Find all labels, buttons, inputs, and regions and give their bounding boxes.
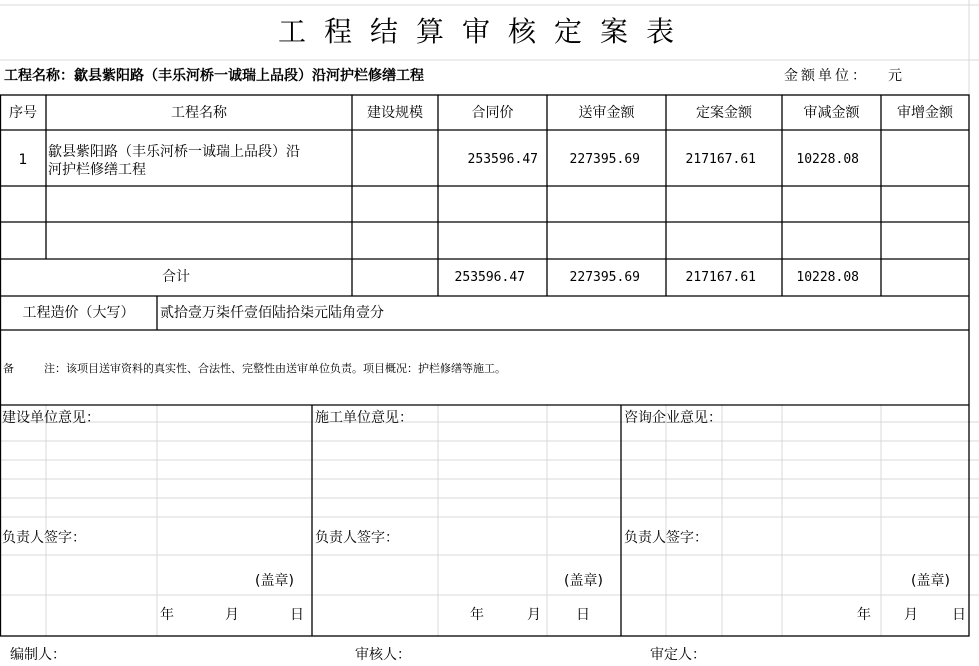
col-header-name: 工程名称 bbox=[171, 105, 227, 121]
seal-label: (盖章) bbox=[911, 573, 950, 589]
row-no: 1 bbox=[18, 152, 28, 168]
form-title: 工程结算审核定案表 bbox=[278, 15, 693, 48]
year-label: 年 bbox=[857, 607, 871, 623]
day-label: 日 bbox=[576, 607, 590, 623]
reviewer-label: 审核人： bbox=[355, 647, 411, 663]
month-label: 月 bbox=[527, 607, 541, 623]
signature-label: 负责人签字： bbox=[315, 530, 399, 546]
project-name-line: 工程名称：歙县紫阳路（丰乐河桥一诚瑞上品段）沿河护栏修缮工程 bbox=[4, 68, 424, 84]
preparer-label: 编制人： bbox=[10, 647, 66, 663]
total-submitted: 227395.69 bbox=[569, 270, 640, 285]
row-reduced: 10228.08 bbox=[796, 152, 859, 167]
col-header-submitted: 送审金额 bbox=[578, 105, 635, 121]
year-label: 年 bbox=[470, 607, 484, 623]
signature-label: 负责人签字： bbox=[2, 530, 86, 546]
month-label: 月 bbox=[904, 607, 918, 623]
row-name-line2: 河护栏修缮工程 bbox=[48, 162, 146, 178]
col-header-no: 序号 bbox=[9, 105, 37, 121]
unit-label: 金额单位： bbox=[784, 68, 869, 84]
capital-label: 工程造价（大写） bbox=[22, 305, 135, 321]
opinion-title: 施工单位意见： bbox=[315, 410, 413, 426]
year-label: 年 bbox=[160, 607, 174, 623]
note-text: 注：该项目送审资料的真实性、合法性、完整性由送审单位负责。项目概况：护栏修缮等施工。 bbox=[44, 362, 506, 375]
note-label: 备 bbox=[3, 362, 14, 375]
row-approved: 217167.61 bbox=[685, 152, 756, 167]
col-header-scale: 建设规模 bbox=[367, 105, 423, 121]
day-label: 日 bbox=[952, 607, 966, 623]
total-approved: 217167.61 bbox=[685, 270, 756, 285]
total-label: 合计 bbox=[162, 269, 190, 285]
row-contract: 253596.47 bbox=[467, 152, 538, 167]
total-contract: 253596.47 bbox=[454, 270, 525, 285]
col-header-increased: 审增金额 bbox=[897, 105, 953, 121]
opinion-title: 建设单位意见： bbox=[2, 410, 100, 426]
col-header-reduced: 审减金额 bbox=[803, 105, 860, 121]
seal-label: (盖章) bbox=[564, 573, 603, 589]
total-reduced: 10228.08 bbox=[796, 270, 859, 285]
opinion-title: 咨询企业意见： bbox=[624, 410, 722, 426]
capital-value: 贰拾壹万柒仟壹佰陆拾柒元陆角壹分 bbox=[160, 305, 384, 321]
signature-label: 负责人签字： bbox=[624, 530, 708, 546]
seal-label: (盖章) bbox=[255, 573, 294, 589]
col-header-contract: 合同价 bbox=[471, 105, 514, 121]
unit-value: 元 bbox=[888, 68, 902, 84]
row-submitted: 227395.69 bbox=[569, 152, 640, 167]
day-label: 日 bbox=[290, 607, 304, 623]
month-label: 月 bbox=[225, 607, 239, 623]
col-header-approved: 定案金额 bbox=[696, 105, 752, 121]
row-name-line1: 歙县紫阳路（丰乐河桥一诚瑞上品段）沿 bbox=[48, 144, 300, 160]
approver-label: 审定人： bbox=[650, 647, 706, 663]
